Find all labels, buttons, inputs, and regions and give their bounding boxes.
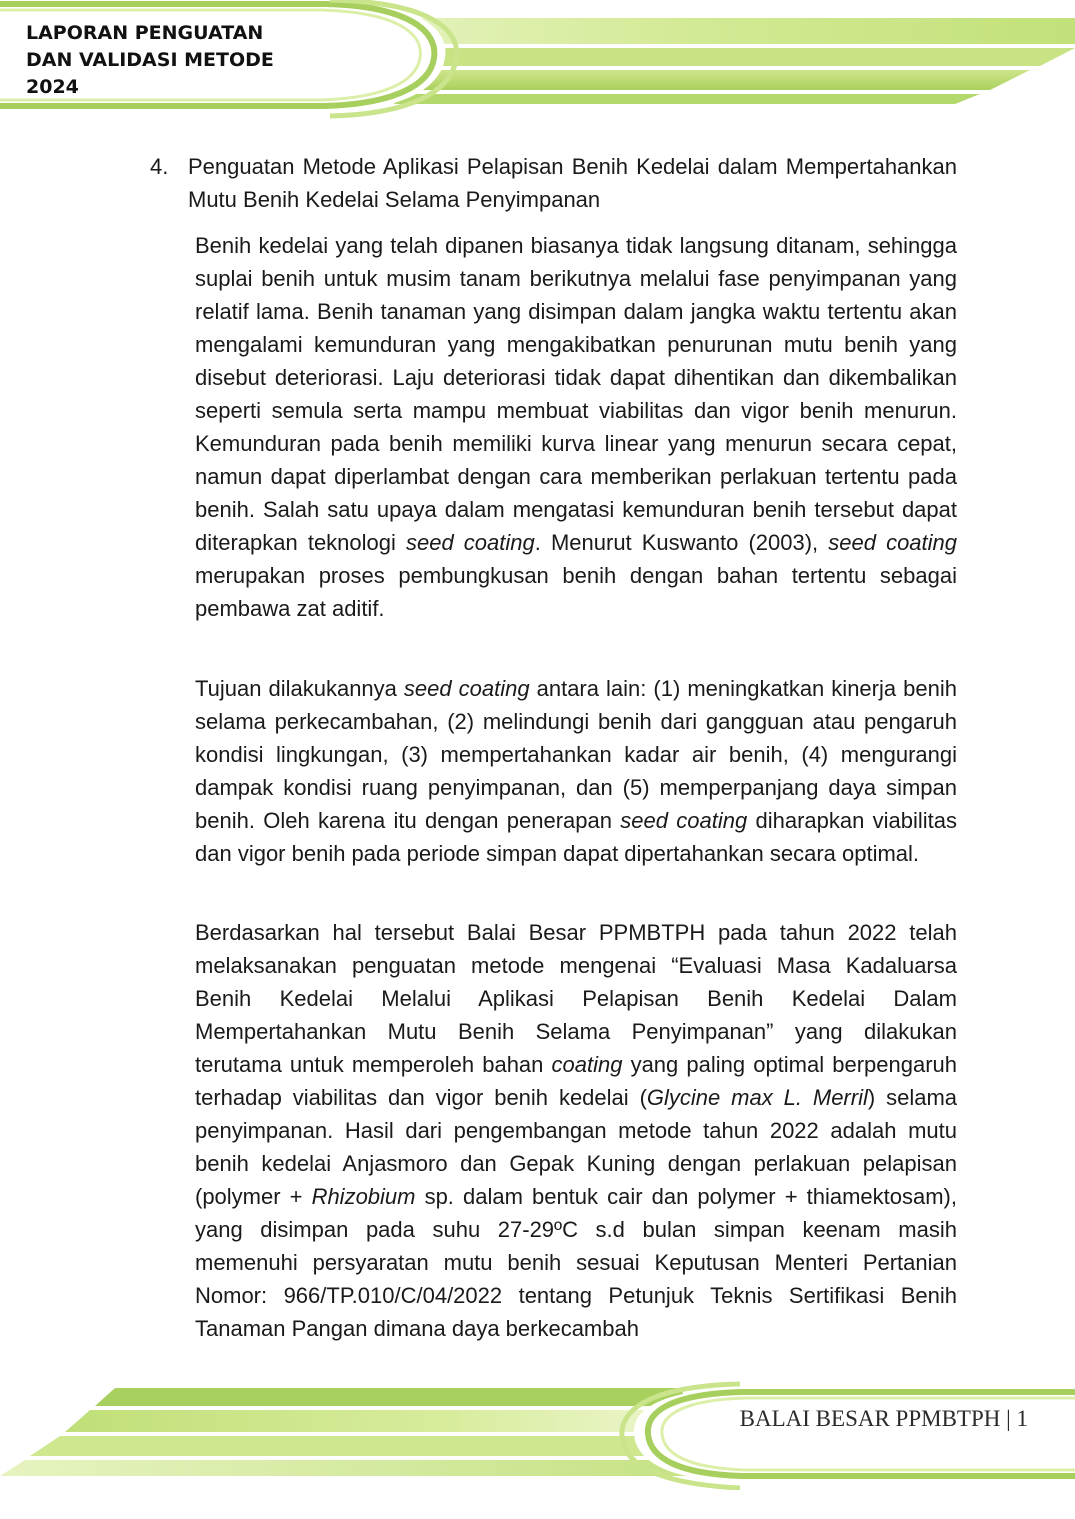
footer-banner: [0, 1380, 1075, 1490]
text-run: Benih kedelai yang telah dipanen biasanya tidak langsung ditanam, sehingga suplai benih untuk musim tanam berikutnya melalui fase penyimpanan yang relatif lama. Benih tanaman yang disimpan dalam jangka waktu tertentu akan mengalami kemunduran yang mengakibatkan penurunan mutu benih yang disebut deteriorasi. Laju deteriorasi tidak dapat dihentikan dan dikembalikan seperti semula serta mampu membuat viabilitas dan vigor benih menurun. Kemunduran pada benih memiliki kurva linear yang menurun secara cepat, namun dapat diperlambat dengan cara memberikan perlakuan tertentu pada benih. Salah satu upaya dalam mengatasi kemunduran benih tersebut dapat diterapkan teknologi: [195, 233, 957, 555]
italic-term: coating: [551, 1052, 623, 1077]
italic-term: seed coating: [828, 530, 958, 555]
italic-term: seed coating: [406, 530, 535, 555]
text-run: Berdasarkan hal tersebut Balai Besar PPMBTPH pada tahun 2022 telah melaksanakan penguatan metode mengenai “Evaluasi Masa Kadaluarsa Benih Kedelai Melalui Aplikasi Pelapisan Benih Kedelai Dalam Mempertahankan Mutu Benih Selama Penyimpanan” yang dilakukan terutama untuk memperoleh bahan: [195, 920, 957, 1077]
text-run: merupakan proses pembungkusan benih dengan bahan tertentu sebagai pembawa zat aditif.: [195, 563, 957, 621]
italic-term: seed coating: [403, 676, 530, 701]
section-title: Penguatan Metode Aplikasi Pelapisan Benih Kedelai dalam Mempertahankan Mutu Benih Kedelai Selama Penyimpanan: [188, 154, 957, 212]
text-run: antara lain: (1) meningkatkan kinerja benih selama perkecambahan, (2) melindungi benih dari gangguan atau pengaruh kondisi lingkungan, (3) mempertahankan kadar air benih, (4) mengurangi dampak kondisi ruang penyimpanan, dan (5) memperpanjang daya simpan benih. Oleh karena itu dengan penerapan: [195, 676, 957, 833]
italic-term: seed coating: [620, 808, 748, 833]
text-run: Tujuan dilakukannya: [195, 676, 404, 701]
header-title-line: 2024: [26, 76, 79, 98]
header-title-line: DAN VALIDASI METODE: [26, 49, 274, 71]
section-number: 4.: [150, 154, 169, 179]
text-run: . Menurut Kuswanto (2003),: [534, 530, 829, 555]
report-header-title: [26, 20, 274, 101]
text-run: ) selama penyimpanan. Hasil dari pengembangan metode tahun 2022 adalah mutu benih kedelai Anjasmoro dan Gepak Kuning dengan perlakuan pelapisan (polymer +: [195, 1085, 958, 1209]
italic-term: Glycine max L. Merril: [646, 1085, 868, 1110]
text-run: diharapkan viabilitas dan vigor benih pada periode simpan dapat dipertahankan secara optimal.: [195, 808, 957, 866]
text-run: sp. dalam bentuk cair dan polymer + thiamektosam), yang disimpan pada suhu 27-29ºC s.d bulan simpan keenam masih memenuhi persyaratan mutu benih sesuai Keputusan Menteri Pertanian Nomor: 966/TP.010/C/04/2022 tentang Petunjuk Teknis Sertifikasi Benih Tanaman Pangan dimana daya berkecambah: [195, 1184, 957, 1341]
footer-swoosh-graphic: [0, 1380, 1075, 1490]
footer-page-label: BALAI BESAR PPMBTPH | 1: [739, 1406, 1028, 1431]
header-title-line: LAPORAN PENGUATAN: [26, 22, 264, 44]
italic-term: Rhizobium: [311, 1184, 416, 1209]
paragraph: [195, 672, 957, 870]
paragraph: [195, 229, 957, 625]
section-heading: [150, 150, 957, 216]
paragraph: [195, 916, 957, 1345]
text-run: yang paling optimal berpengaruh terhadap viabilitas dan vigor benih kedelai (: [195, 1052, 957, 1110]
header-banner: [0, 0, 1075, 120]
